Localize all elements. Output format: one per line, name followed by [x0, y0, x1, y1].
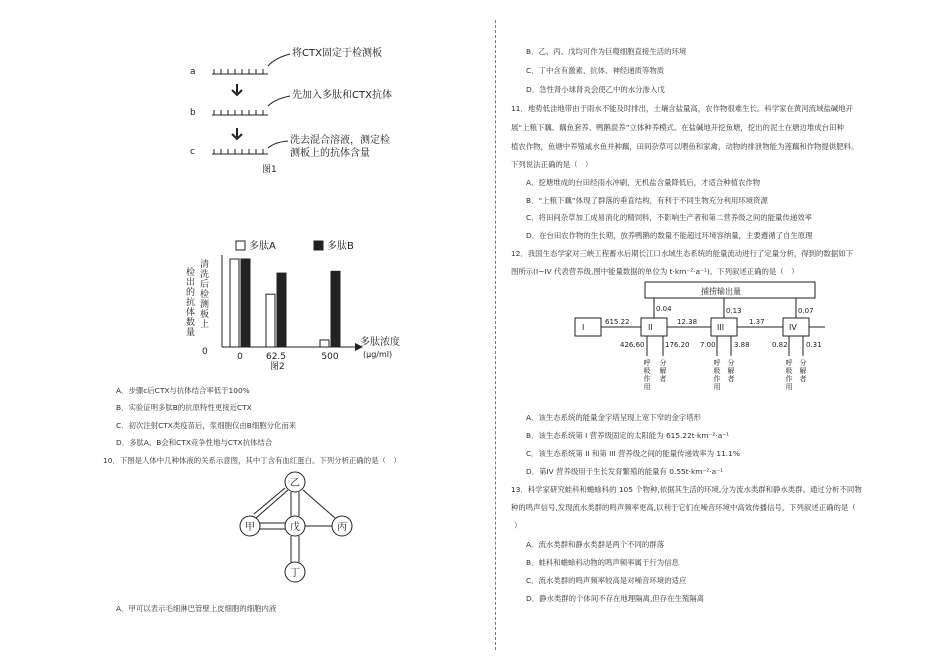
decomp-label: 者	[799, 375, 807, 383]
y-axis-label	[186, 258, 209, 338]
resp-label: 吸	[785, 367, 793, 375]
origin-label: 0	[202, 347, 208, 357]
x-axis-unit: (μg/ml)	[363, 350, 393, 359]
body-fluid-diagram	[225, 468, 375, 588]
q11-option-c: C．将田间杂草加工成易消化的精饲料，不影响生产者和第二营养级之间的能量传递效率	[526, 213, 813, 222]
link-yi-wu	[291, 492, 299, 516]
level-iii: III	[717, 323, 725, 332]
fig1-row-label-b: b	[190, 108, 196, 118]
q13-option-a: A．流水类群和静水类群是两个不同的群落	[526, 540, 665, 549]
q11-stem-line-3: 植农作物，鱼塘中养殖咸水鱼并种藕，田间杂草可以喂鱼和家禽，动物的排泄物能为莲藕和作物提供肥料。	[511, 142, 859, 151]
bar-a-0	[230, 259, 239, 347]
level-ii: II	[648, 323, 653, 332]
level-i: I	[582, 323, 585, 332]
resp-label: 呼	[643, 359, 651, 367]
decomp-label: 分	[727, 359, 735, 367]
resp-value-ii: 426.60	[620, 341, 645, 349]
flow-value-i-ii: 615.22	[605, 318, 630, 326]
ylabel-char: 抗	[186, 298, 196, 308]
arrow-c	[268, 141, 288, 148]
bar-b-0	[241, 259, 250, 347]
level-i-box	[575, 318, 601, 336]
x-axis-label: 多肽浓度	[360, 337, 400, 348]
q11-option-d: D．在台田农作物的生长期，放养鸭鹅的数量不能超过环境容纳量，主要遵循了自生原理	[526, 231, 813, 240]
level-iv: IV	[789, 323, 797, 332]
q10-option-a: A．甲可以表示毛细淋巴管壁上皮细胞的细胞内液	[116, 604, 277, 613]
flow-value-iii-iv: 1.37	[749, 318, 765, 326]
decomp-label: 解	[659, 367, 667, 375]
ylabel-char: 洗	[200, 270, 210, 280]
decomp-label: 解	[799, 367, 807, 375]
q10-option-d: D．急性肾小球肾炎会使乙中的水分渗入戊	[526, 85, 665, 94]
legend-swatch-b	[314, 241, 323, 250]
flow-value-ii-iii: 12.38	[677, 318, 698, 326]
catch-value-iv: 0.07	[798, 307, 814, 315]
decomp-value-iv: 0.31	[806, 341, 822, 349]
x-tick-labels	[237, 352, 339, 362]
q9-option-a: A．步骤c后CTX与抗体结合率低于100%	[116, 386, 250, 395]
ylabel-char: 板	[200, 310, 210, 320]
q11-option-a: A．挖塘堆成的台田经雨水冲刷，无机盐含量降低后，才适合种植农作物	[526, 178, 761, 187]
decomp-label: 分	[799, 359, 807, 367]
q9-option-d: D．多肽A、B会和CTX竞争性地与CTX抗体结合	[116, 438, 273, 447]
down-arrow-1	[232, 84, 242, 95]
q10-stem: 10．下图是人体中几种体液的关系示意图，其中丁含有血红蛋白。下列分析正确的是（ ）	[103, 456, 401, 465]
resp-label: 作	[785, 375, 793, 383]
ylabel-char: 出	[186, 278, 196, 288]
x-tick-label: 62.5	[265, 352, 287, 362]
fig2-caption: 图2	[270, 362, 285, 372]
ylabel-char: 的	[186, 288, 196, 298]
q11-stem-line-1: 11．地势低洼地带由于雨水不能及时排出，土壤含盐量高，农作物很难生长。科学家在黄河流域盐碱地开	[511, 104, 853, 113]
x-tick-label: 500	[321, 352, 339, 362]
decomp-label: 者	[659, 375, 667, 383]
catch-value-ii: 0.04	[656, 305, 672, 313]
q11-option-b: B．“上粮下藕”体现了群落的垂直结构，有利于不同生物充分利用环境资源	[526, 196, 768, 205]
figure-1	[180, 40, 480, 180]
legend-label-a: 多肽A	[249, 241, 276, 252]
catch-output-label: 捕捞输出量	[701, 287, 741, 296]
fig1-row-label-c: c	[190, 147, 195, 157]
column-divider	[495, 20, 496, 650]
level-ii-box	[641, 318, 667, 336]
arrow-b	[268, 96, 290, 106]
fig1-caption: 图1	[262, 165, 277, 175]
ylabel-char: 检	[186, 268, 196, 278]
ylabel-char: 数	[186, 318, 196, 328]
resp-label: 作	[713, 375, 721, 383]
q12-option-a: A．该生态系统的能量金字塔呈现上宽下窄的金字塔形	[526, 413, 702, 422]
decomp-label: 解	[727, 367, 735, 375]
resp-label: 作	[643, 375, 651, 383]
catch-arrows	[654, 298, 796, 318]
fig1-note-2: 先加入多肽和CTX抗体	[292, 90, 392, 101]
link-yi-jia	[254, 488, 288, 518]
q11-stem-line-2: 展“上粮下藕、藕鱼套养、鸭鹅混养”立体种养模式。在盐碱地开挖鱼塘，挖出的泥土在塘边堆成台田种	[511, 123, 844, 132]
bar-a-1	[266, 294, 275, 347]
arrow-a	[268, 54, 290, 66]
x-tick-label: 0	[237, 352, 243, 362]
q11-stem-line-4: 下列说法正确的是（ ）	[511, 160, 593, 169]
fig1-note-3: 洗去混合溶液，测定检	[290, 135, 390, 146]
figure-2-chart	[180, 235, 460, 375]
down-arrow-2	[232, 128, 242, 139]
resp-label: 用	[643, 383, 651, 391]
q13-option-c: C．流水类群的鸣声频率较高是对噪音环境的适应	[526, 576, 687, 585]
detection-plate-b	[212, 110, 268, 115]
fig1-note-4: 测板上的抗体含量	[290, 148, 370, 159]
legend-label-b: 多肽B	[327, 241, 354, 252]
q12-stem-line-1: 12．我国生态学家对三峡工程蓄水后期长江口水域生态系统的能量流动进行了定量分析，得到的数据如下	[511, 249, 853, 258]
q13-option-b: B．蛙科和蟾蜍科动物的鸣声频率属于行为信息	[526, 558, 679, 567]
resp-label: 呼	[785, 359, 793, 367]
q9-option-c: C．初次注射CTX类疫苗后，浆细胞仅由B细胞分化而来	[116, 421, 297, 430]
node-bing: 丙	[337, 522, 347, 533]
decomp-value-ii: 176.20	[665, 341, 690, 349]
bar-b-1	[277, 273, 286, 347]
detection-plate-c	[212, 149, 268, 154]
decomp-label: 者	[727, 375, 735, 383]
node-ding: 丁	[290, 568, 300, 579]
ylabel-char: 上	[200, 320, 210, 330]
q13-stem-line-2: 种的鸣声信号,发现流水类群的鸣声频率更高,以利于它们在噪音环境中高效传播信号。下列叙述正确的是（	[511, 503, 856, 512]
resp-label: 用	[785, 383, 793, 391]
ylabel-char: 体	[186, 308, 196, 318]
bar-a-2	[320, 340, 329, 347]
ylabel-char: 测	[200, 300, 210, 310]
resp-value-iv: 0.82	[772, 341, 788, 349]
q12-option-d: D．第IV 营养级用于生长发育繁殖的能量有 0.55t·km⁻²·a⁻¹	[526, 467, 724, 476]
q12-option-c: C．该生态系统第 II 和第 III 营养级之间的能量传递效率为 11.1%	[526, 449, 740, 458]
catch-value-iii: 0.13	[726, 307, 742, 315]
q12-stem-line-2: 图所示(I~IV 代表营养级,图中能量数据的单位为 t·km⁻²·a⁻¹)。下列叙述正确的是（ ）	[511, 267, 799, 276]
resp-label: 吸	[643, 367, 651, 375]
resp-label: 吸	[713, 367, 721, 375]
link-yi-bing	[303, 490, 335, 518]
resp-label: 用	[713, 383, 721, 391]
bar-group	[230, 259, 340, 347]
link-wu-ding	[291, 536, 299, 562]
ylabel-char: 清	[200, 260, 210, 270]
q12-option-b: B．该生态系统第 I 营养级固定的太阳能为 615.22t·km⁻²·a⁻¹	[526, 431, 730, 440]
q13-option-d: D．静水类群的个体间不存在地理隔离,但存在生殖隔离	[526, 594, 705, 603]
node-yi: 乙	[290, 478, 300, 489]
fig1-row-label-a: a	[190, 67, 196, 77]
bar-b-2	[331, 271, 340, 347]
node-jia: 甲	[245, 522, 255, 533]
ylabel-char: 后	[200, 280, 210, 290]
energy-flow-diagram	[565, 280, 855, 400]
q10-option-c: C．丁中含有激素、抗体、神经递质等物质	[526, 66, 665, 75]
resp-value-iii: 7.00	[700, 341, 716, 349]
link-jia-wu	[260, 523, 285, 529]
q10-option-b: B．乙、丙、戊均可作为巨噬细胞直接生活的环境	[526, 47, 687, 56]
ylabel-char: 检	[200, 290, 210, 300]
node-wu: 戊	[290, 522, 300, 533]
decomp-label: 分	[659, 359, 667, 367]
q13-stem-line-1: 13．科学家研究蛙科和蟾蜍科的 105 个物种,依据其生活的环境,分为流水类群和静水类群。通过分析不同物	[511, 485, 862, 494]
ylabel-char: 量	[186, 328, 196, 338]
resp-label: 呼	[713, 359, 721, 367]
q9-option-b: B．实验证明多肽B的抗原特性更接近CTX	[116, 403, 252, 412]
legend-swatch-a	[236, 241, 245, 250]
detection-plate-a	[212, 69, 268, 74]
q13-stem-line-3: ）	[514, 521, 522, 530]
fig1-note-1: 将CTX固定于检测板	[292, 48, 382, 59]
decomp-value-iii: 3.88	[734, 341, 750, 349]
